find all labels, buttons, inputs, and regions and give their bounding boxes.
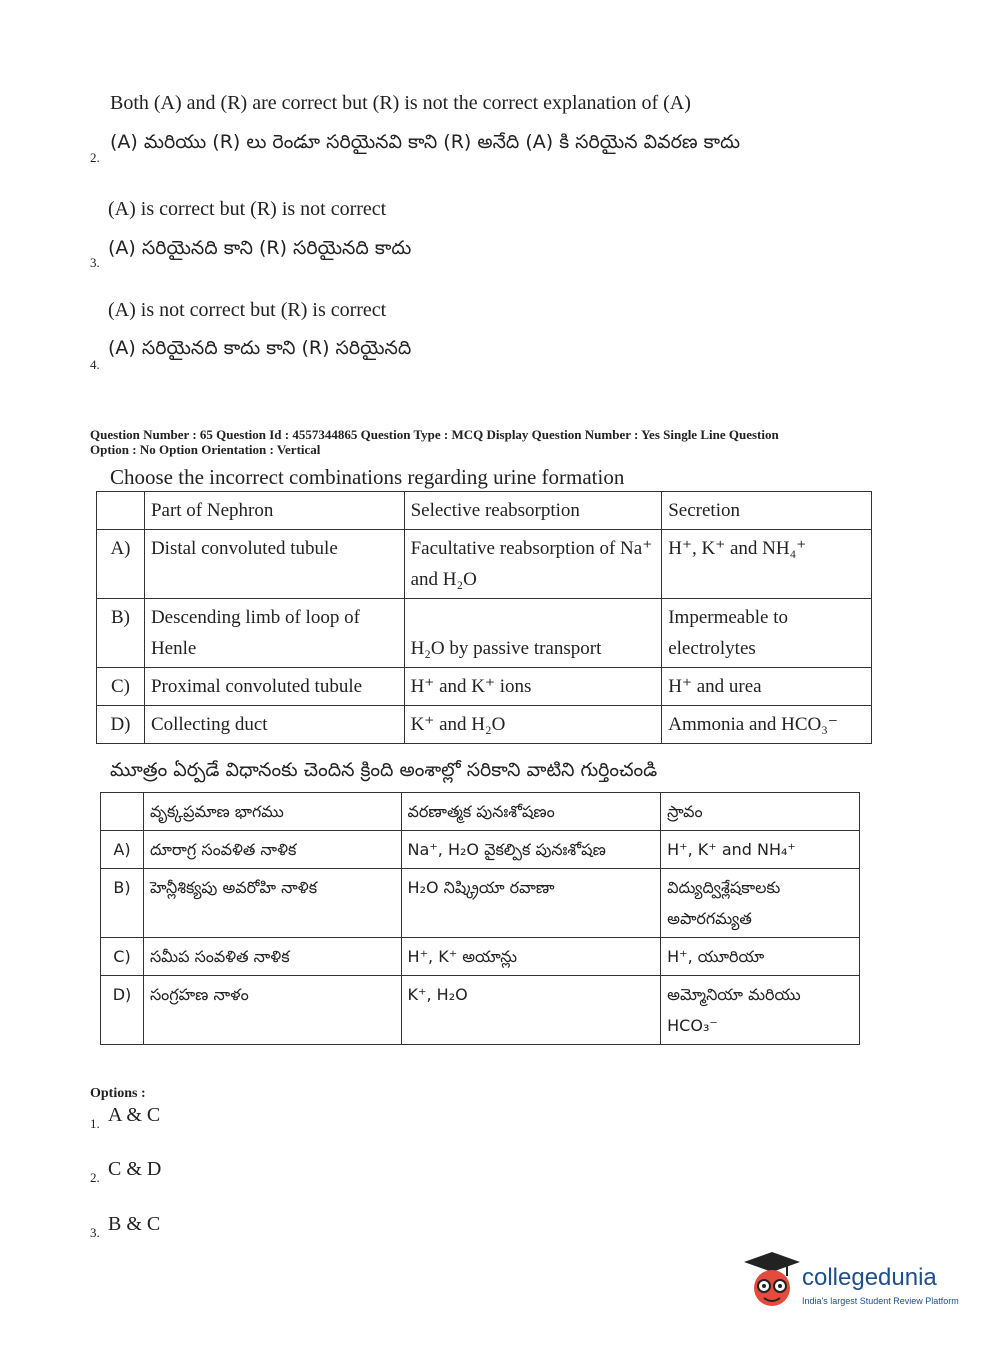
table-cell: Collecting duct xyxy=(144,706,404,744)
row-label: A) xyxy=(97,530,145,599)
option-2-english: Both (A) and (R) are correct but (R) is not the correct explanation of (A) xyxy=(110,92,691,114)
table-cell: K⁺ and H₂O xyxy=(404,706,662,744)
table-cell: H⁺ and K⁺ ions xyxy=(404,668,662,706)
question-meta xyxy=(90,427,890,457)
table-header-cell xyxy=(97,492,145,530)
table-cell: Descending limb of loop of Henle xyxy=(144,599,404,668)
table-cell: K⁺, H₂O xyxy=(401,976,661,1045)
table-header-cell xyxy=(101,793,144,831)
table-cell: Na⁺, H₂O వైకల్పిక పునఃశోషణ xyxy=(401,831,661,869)
row-label: C) xyxy=(97,668,145,706)
answer-option-2[interactable]: C & D xyxy=(108,1158,162,1180)
table-cell: సమీప సంవళిత నాళిక xyxy=(143,938,401,976)
option-4-number: 4. xyxy=(90,357,100,372)
option-2-number: 2. xyxy=(90,150,100,165)
row-label: D) xyxy=(97,706,145,744)
table-header-row xyxy=(101,793,860,831)
brand-tagline: India's largest Student Review Platform xyxy=(802,1296,959,1306)
option-3-telugu: (A) సరియైనది కాని (R) సరియైనది కాదు xyxy=(108,237,412,259)
table-cell: H₂O నిష్క్రియా రవాణా xyxy=(401,869,661,938)
table-cell: H⁺, K⁺ and NH₄⁺ xyxy=(661,831,860,869)
row-label: C) xyxy=(101,938,144,976)
telugu-table xyxy=(100,792,860,1045)
table-row xyxy=(101,938,860,976)
table-header-cell: వృక్కప్రమాణ భాగము xyxy=(143,793,401,831)
table-cell: H₂O by passive transport xyxy=(404,599,662,668)
table-cell: Facultative reabsorption of Na⁺ and H₂O xyxy=(404,530,662,599)
answer-1-number: 1. xyxy=(90,1116,100,1131)
row-label: D) xyxy=(101,976,144,1045)
answer-2-number: 2. xyxy=(90,1170,100,1185)
table-cell: హెన్లీశిక్యపు అవరోహి నాళిక xyxy=(143,869,401,938)
table-cell: Impermeable to electrolytes xyxy=(662,599,872,668)
table-row xyxy=(101,976,860,1045)
options-label: Options : xyxy=(90,1086,146,1101)
table-row xyxy=(97,706,872,744)
table-row xyxy=(97,668,872,706)
table-cell: అమ్మోనియా మరియు HCO₃⁻ xyxy=(661,976,860,1045)
option-3-english: (A) is correct but (R) is not correct xyxy=(108,198,387,220)
table-cell: H⁺ and urea xyxy=(662,668,872,706)
table-cell: విద్యుద్విశ్లేషకాలకు అపారగమ్యత xyxy=(661,869,860,938)
table-row xyxy=(97,530,872,599)
english-table xyxy=(96,491,872,744)
table-cell: H⁺, K⁺ and NH₄⁺ xyxy=(662,530,872,599)
mascot-icon xyxy=(742,1250,802,1312)
question-telugu: మూత్రం ఏర్పడే విధానంకు చెందిన క్రింది అంశాల్లో సరికాని వాటిని గుర్తించండి xyxy=(110,759,658,781)
table-row xyxy=(101,869,860,938)
table-cell: Ammonia and HCO₃⁻ xyxy=(662,706,872,744)
table-header-cell: Selective reabsorption xyxy=(404,492,662,530)
answer-option-1[interactable]: A & C xyxy=(108,1104,161,1126)
collegedunia-logo xyxy=(742,1250,972,1312)
table-cell: Distal convoluted tubule xyxy=(144,530,404,599)
row-label: A) xyxy=(101,831,144,869)
table-row xyxy=(97,599,872,668)
table-header-cell: Secretion xyxy=(662,492,872,530)
table-row xyxy=(101,831,860,869)
table-header-cell: స్రావం xyxy=(661,793,860,831)
table-header-cell: వరణాత్మక పునఃశోషణం xyxy=(401,793,661,831)
answer-option-3[interactable]: B & C xyxy=(108,1213,161,1235)
option-3-number: 3. xyxy=(90,255,100,270)
question-meta-line1: Question Number : 65 Question Id : 4557344865 Question Type : MCQ Display Question Number : Yes Single Line Question xyxy=(90,427,779,442)
table-cell: H⁺, K⁺ అయాన్లు xyxy=(401,938,661,976)
answer-3-number: 3. xyxy=(90,1225,100,1240)
table-cell: సంగ్రహణ నాళం xyxy=(143,976,401,1045)
option-2-telugu: (A) మరియు (R) లు రెండూ సరియైనవి కాని (R) అనేది (A) కి సరియైన వివరణ కాదు xyxy=(110,131,741,153)
question-english: Choose the incorrect combinations regarding urine formation xyxy=(110,465,625,489)
question-meta-line2: Option : No Option Orientation : Vertical xyxy=(90,442,321,457)
table-cell: దూరాగ్ర సంవళిత నాళిక xyxy=(143,831,401,869)
brand-name: collegedunia xyxy=(802,1264,937,1291)
row-label: B) xyxy=(101,869,144,938)
table-cell: Proximal convoluted tubule xyxy=(144,668,404,706)
row-label: B) xyxy=(97,599,145,668)
option-4-english: (A) is not correct but (R) is correct xyxy=(108,299,387,321)
table-header-cell: Part of Nephron xyxy=(144,492,404,530)
table-cell: H⁺, యూరియా xyxy=(661,938,860,976)
option-4-telugu: (A) సరియైనది కాదు కాని (R) సరియైనది xyxy=(108,337,412,359)
table-header-row xyxy=(97,492,872,530)
